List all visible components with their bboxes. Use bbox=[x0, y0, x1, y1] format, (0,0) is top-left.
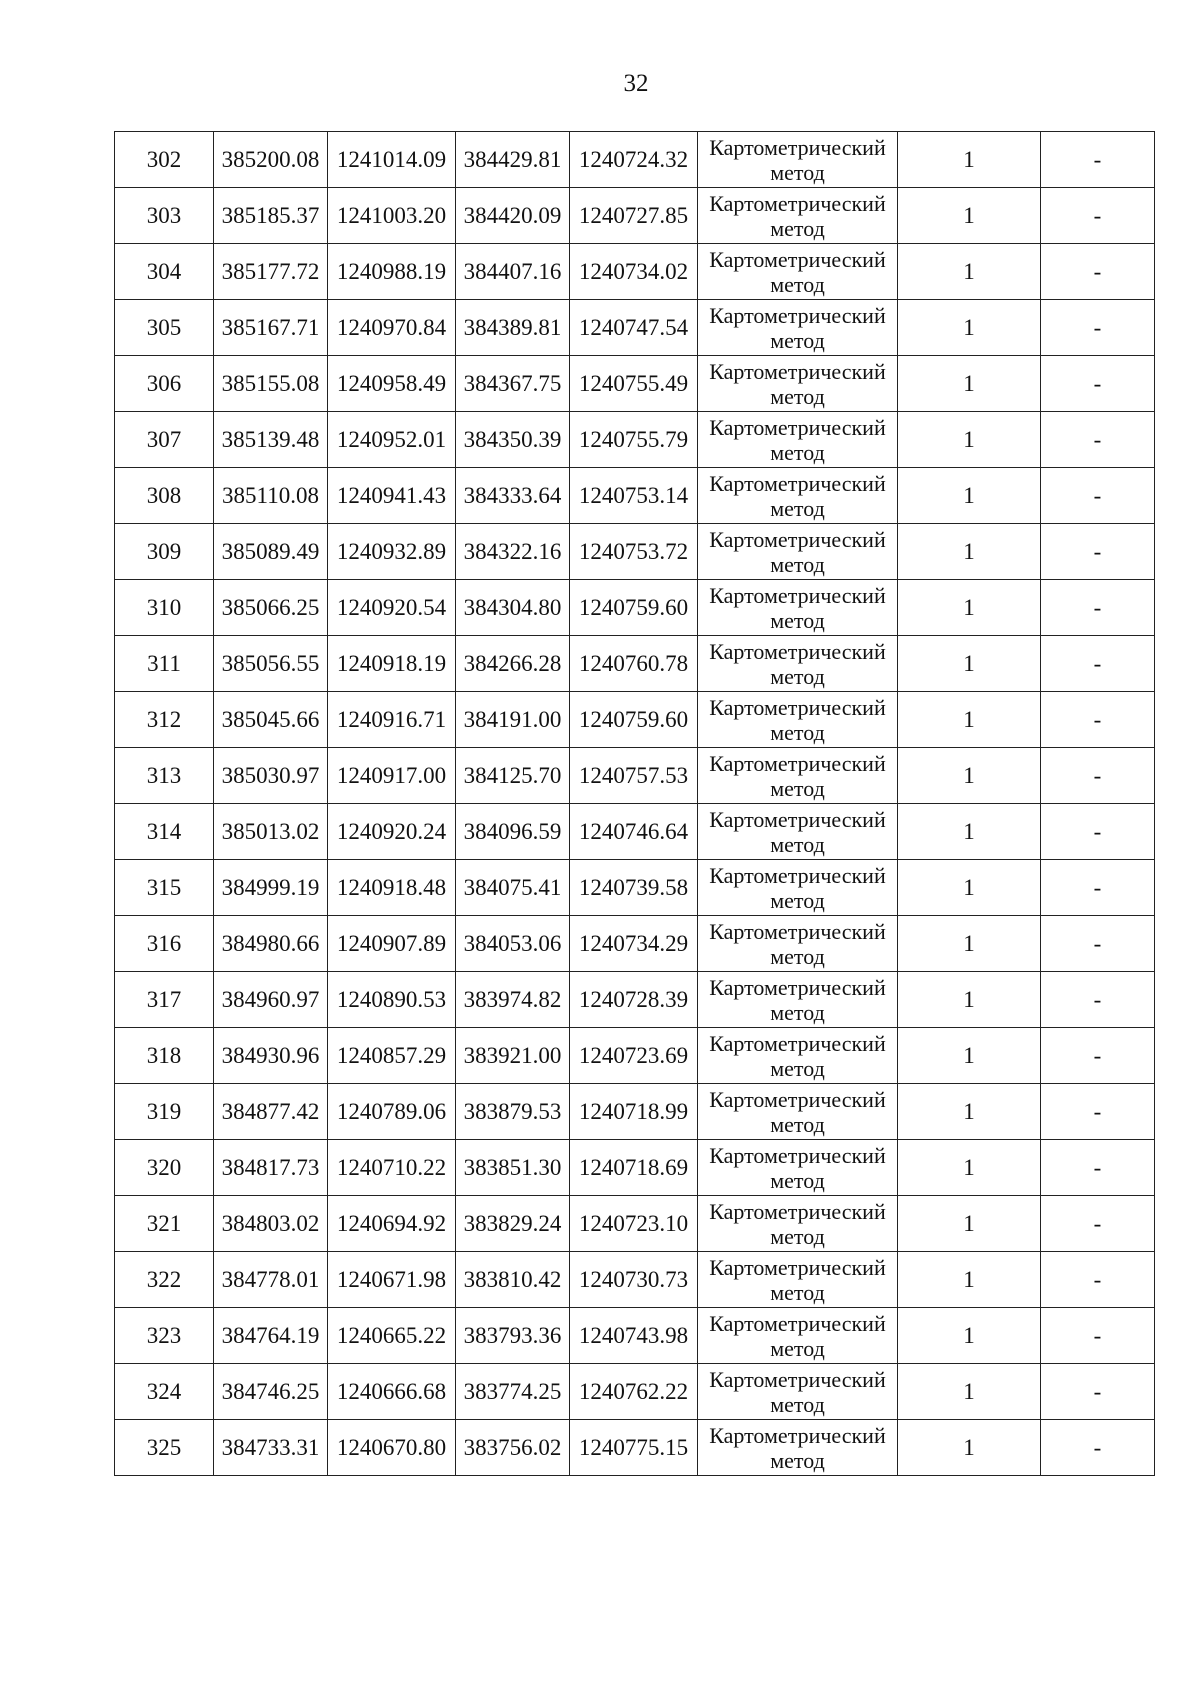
accuracy-cell: 1 bbox=[898, 244, 1041, 300]
point-number-cell: 303 bbox=[115, 188, 214, 244]
x-old-cell: 385013.02 bbox=[214, 804, 328, 860]
y-old-cell: 1240890.53 bbox=[328, 972, 456, 1028]
note-cell: - bbox=[1041, 636, 1155, 692]
x-new-cell: 383810.42 bbox=[456, 1252, 570, 1308]
point-number-cell: 309 bbox=[115, 524, 214, 580]
method-cell: Картометрический метод bbox=[698, 636, 898, 692]
accuracy-cell: 1 bbox=[898, 356, 1041, 412]
table-row bbox=[115, 1140, 1155, 1196]
accuracy-cell: 1 bbox=[898, 748, 1041, 804]
y-new-cell: 1240723.69 bbox=[570, 1028, 698, 1084]
x-new-cell: 384304.80 bbox=[456, 580, 570, 636]
x-new-cell: 383829.24 bbox=[456, 1196, 570, 1252]
note-cell: - bbox=[1041, 1252, 1155, 1308]
y-old-cell: 1240671.98 bbox=[328, 1252, 456, 1308]
point-number-cell: 316 bbox=[115, 916, 214, 972]
note-cell: - bbox=[1041, 356, 1155, 412]
y-new-cell: 1240753.72 bbox=[570, 524, 698, 580]
accuracy-cell: 1 bbox=[898, 580, 1041, 636]
y-new-cell: 1240762.22 bbox=[570, 1364, 698, 1420]
x-old-cell: 385167.71 bbox=[214, 300, 328, 356]
point-number-cell: 307 bbox=[115, 412, 214, 468]
y-new-cell: 1240743.98 bbox=[570, 1308, 698, 1364]
y-new-cell: 1240759.60 bbox=[570, 580, 698, 636]
method-cell: Картометрический метод bbox=[698, 1420, 898, 1476]
y-new-cell: 1240755.49 bbox=[570, 356, 698, 412]
y-old-cell: 1240710.22 bbox=[328, 1140, 456, 1196]
note-cell: - bbox=[1041, 748, 1155, 804]
x-old-cell: 385030.97 bbox=[214, 748, 328, 804]
point-number-cell: 317 bbox=[115, 972, 214, 1028]
y-old-cell: 1240988.19 bbox=[328, 244, 456, 300]
table-row bbox=[115, 524, 1155, 580]
table-row bbox=[115, 412, 1155, 468]
table-row bbox=[115, 244, 1155, 300]
x-old-cell: 385056.55 bbox=[214, 636, 328, 692]
table-row bbox=[115, 1252, 1155, 1308]
table-row bbox=[115, 860, 1155, 916]
note-cell: - bbox=[1041, 860, 1155, 916]
table-row bbox=[115, 1196, 1155, 1252]
y-new-cell: 1240723.10 bbox=[570, 1196, 698, 1252]
point-number-cell: 306 bbox=[115, 356, 214, 412]
x-old-cell: 384999.19 bbox=[214, 860, 328, 916]
table-row bbox=[115, 1028, 1155, 1084]
x-old-cell: 384930.96 bbox=[214, 1028, 328, 1084]
point-number-cell: 315 bbox=[115, 860, 214, 916]
note-cell: - bbox=[1041, 244, 1155, 300]
x-new-cell: 384420.09 bbox=[456, 188, 570, 244]
x-old-cell: 385089.49 bbox=[214, 524, 328, 580]
y-old-cell: 1240917.00 bbox=[328, 748, 456, 804]
note-cell: - bbox=[1041, 1028, 1155, 1084]
note-cell: - bbox=[1041, 1420, 1155, 1476]
table-row bbox=[115, 636, 1155, 692]
y-old-cell: 1240920.54 bbox=[328, 580, 456, 636]
method-cell: Картометрический метод bbox=[698, 1084, 898, 1140]
note-cell: - bbox=[1041, 580, 1155, 636]
y-old-cell: 1240907.89 bbox=[328, 916, 456, 972]
y-new-cell: 1240739.58 bbox=[570, 860, 698, 916]
note-cell: - bbox=[1041, 804, 1155, 860]
accuracy-cell: 1 bbox=[898, 692, 1041, 748]
accuracy-cell: 1 bbox=[898, 916, 1041, 972]
note-cell: - bbox=[1041, 972, 1155, 1028]
x-new-cell: 383793.36 bbox=[456, 1308, 570, 1364]
x-old-cell: 385066.25 bbox=[214, 580, 328, 636]
y-new-cell: 1240757.53 bbox=[570, 748, 698, 804]
y-new-cell: 1240727.85 bbox=[570, 188, 698, 244]
y-new-cell: 1240759.60 bbox=[570, 692, 698, 748]
x-new-cell: 383921.00 bbox=[456, 1028, 570, 1084]
table-row bbox=[115, 1364, 1155, 1420]
x-new-cell: 384191.00 bbox=[456, 692, 570, 748]
table-row bbox=[115, 300, 1155, 356]
y-old-cell: 1240857.29 bbox=[328, 1028, 456, 1084]
table-row bbox=[115, 356, 1155, 412]
y-new-cell: 1240734.02 bbox=[570, 244, 698, 300]
method-cell: Картометрический метод bbox=[698, 356, 898, 412]
table-body bbox=[115, 132, 1155, 1476]
accuracy-cell: 1 bbox=[898, 468, 1041, 524]
accuracy-cell: 1 bbox=[898, 300, 1041, 356]
x-new-cell: 383756.02 bbox=[456, 1420, 570, 1476]
point-number-cell: 321 bbox=[115, 1196, 214, 1252]
x-old-cell: 385110.08 bbox=[214, 468, 328, 524]
y-old-cell: 1240694.92 bbox=[328, 1196, 456, 1252]
x-old-cell: 384764.19 bbox=[214, 1308, 328, 1364]
x-old-cell: 384960.97 bbox=[214, 972, 328, 1028]
table-row bbox=[115, 188, 1155, 244]
x-old-cell: 385177.72 bbox=[214, 244, 328, 300]
x-old-cell: 384877.42 bbox=[214, 1084, 328, 1140]
x-old-cell: 384733.31 bbox=[214, 1420, 328, 1476]
y-new-cell: 1240724.32 bbox=[570, 132, 698, 188]
y-new-cell: 1240753.14 bbox=[570, 468, 698, 524]
y-old-cell: 1241003.20 bbox=[328, 188, 456, 244]
method-cell: Картометрический метод bbox=[698, 244, 898, 300]
table-row bbox=[115, 1084, 1155, 1140]
x-new-cell: 384075.41 bbox=[456, 860, 570, 916]
method-cell: Картометрический метод bbox=[698, 300, 898, 356]
y-old-cell: 1241014.09 bbox=[328, 132, 456, 188]
method-cell: Картометрический метод bbox=[698, 468, 898, 524]
accuracy-cell: 1 bbox=[898, 1252, 1041, 1308]
x-new-cell: 383974.82 bbox=[456, 972, 570, 1028]
accuracy-cell: 1 bbox=[898, 1084, 1041, 1140]
point-number-cell: 305 bbox=[115, 300, 214, 356]
x-new-cell: 384096.59 bbox=[456, 804, 570, 860]
page-number: 32 bbox=[623, 70, 649, 97]
x-new-cell: 383851.30 bbox=[456, 1140, 570, 1196]
method-cell: Картометрический метод bbox=[698, 524, 898, 580]
accuracy-cell: 1 bbox=[898, 1028, 1041, 1084]
method-cell: Картометрический метод bbox=[698, 188, 898, 244]
method-cell: Картометрический метод bbox=[698, 1364, 898, 1420]
table-row bbox=[115, 916, 1155, 972]
x-new-cell: 384367.75 bbox=[456, 356, 570, 412]
method-cell: Картометрический метод bbox=[698, 580, 898, 636]
x-old-cell: 384778.01 bbox=[214, 1252, 328, 1308]
method-cell: Картометрический метод bbox=[698, 1196, 898, 1252]
y-old-cell: 1240665.22 bbox=[328, 1308, 456, 1364]
y-new-cell: 1240718.69 bbox=[570, 1140, 698, 1196]
note-cell: - bbox=[1041, 1364, 1155, 1420]
y-new-cell: 1240747.54 bbox=[570, 300, 698, 356]
note-cell: - bbox=[1041, 412, 1155, 468]
accuracy-cell: 1 bbox=[898, 1308, 1041, 1364]
accuracy-cell: 1 bbox=[898, 1420, 1041, 1476]
table-row bbox=[115, 748, 1155, 804]
x-new-cell: 383774.25 bbox=[456, 1364, 570, 1420]
table-row bbox=[115, 1420, 1155, 1476]
x-old-cell: 385155.08 bbox=[214, 356, 328, 412]
x-new-cell: 384350.39 bbox=[456, 412, 570, 468]
accuracy-cell: 1 bbox=[898, 804, 1041, 860]
table-row bbox=[115, 1308, 1155, 1364]
x-old-cell: 384746.25 bbox=[214, 1364, 328, 1420]
x-new-cell: 384053.06 bbox=[456, 916, 570, 972]
accuracy-cell: 1 bbox=[898, 860, 1041, 916]
point-number-cell: 312 bbox=[115, 692, 214, 748]
y-new-cell: 1240730.73 bbox=[570, 1252, 698, 1308]
point-number-cell: 322 bbox=[115, 1252, 214, 1308]
point-number-cell: 325 bbox=[115, 1420, 214, 1476]
x-new-cell: 384333.64 bbox=[456, 468, 570, 524]
method-cell: Картометрический метод bbox=[698, 804, 898, 860]
accuracy-cell: 1 bbox=[898, 636, 1041, 692]
y-old-cell: 1240670.80 bbox=[328, 1420, 456, 1476]
point-number-cell: 319 bbox=[115, 1084, 214, 1140]
y-old-cell: 1240666.68 bbox=[328, 1364, 456, 1420]
method-cell: Картометрический метод bbox=[698, 916, 898, 972]
note-cell: - bbox=[1041, 1308, 1155, 1364]
note-cell: - bbox=[1041, 1084, 1155, 1140]
x-old-cell: 384803.02 bbox=[214, 1196, 328, 1252]
point-number-cell: 302 bbox=[115, 132, 214, 188]
table-row bbox=[115, 132, 1155, 188]
accuracy-cell: 1 bbox=[898, 188, 1041, 244]
coordinates-table bbox=[114, 131, 1155, 1476]
x-old-cell: 385045.66 bbox=[214, 692, 328, 748]
y-new-cell: 1240718.99 bbox=[570, 1084, 698, 1140]
y-old-cell: 1240958.49 bbox=[328, 356, 456, 412]
y-new-cell: 1240755.79 bbox=[570, 412, 698, 468]
accuracy-cell: 1 bbox=[898, 1364, 1041, 1420]
y-old-cell: 1240920.24 bbox=[328, 804, 456, 860]
method-cell: Картометрический метод bbox=[698, 1308, 898, 1364]
x-new-cell: 384429.81 bbox=[456, 132, 570, 188]
accuracy-cell: 1 bbox=[898, 1196, 1041, 1252]
accuracy-cell: 1 bbox=[898, 524, 1041, 580]
note-cell: - bbox=[1041, 188, 1155, 244]
note-cell: - bbox=[1041, 692, 1155, 748]
x-new-cell: 384266.28 bbox=[456, 636, 570, 692]
x-old-cell: 384817.73 bbox=[214, 1140, 328, 1196]
note-cell: - bbox=[1041, 468, 1155, 524]
method-cell: Картометрический метод bbox=[698, 1140, 898, 1196]
x-new-cell: 384322.16 bbox=[456, 524, 570, 580]
method-cell: Картометрический метод bbox=[698, 132, 898, 188]
point-number-cell: 318 bbox=[115, 1028, 214, 1084]
point-number-cell: 308 bbox=[115, 468, 214, 524]
point-number-cell: 310 bbox=[115, 580, 214, 636]
point-number-cell: 313 bbox=[115, 748, 214, 804]
y-new-cell: 1240746.64 bbox=[570, 804, 698, 860]
note-cell: - bbox=[1041, 1196, 1155, 1252]
x-new-cell: 384389.81 bbox=[456, 300, 570, 356]
point-number-cell: 314 bbox=[115, 804, 214, 860]
table-row bbox=[115, 804, 1155, 860]
note-cell: - bbox=[1041, 1140, 1155, 1196]
note-cell: - bbox=[1041, 916, 1155, 972]
y-new-cell: 1240775.15 bbox=[570, 1420, 698, 1476]
x-new-cell: 384407.16 bbox=[456, 244, 570, 300]
note-cell: - bbox=[1041, 524, 1155, 580]
y-old-cell: 1240952.01 bbox=[328, 412, 456, 468]
table-row bbox=[115, 468, 1155, 524]
note-cell: - bbox=[1041, 300, 1155, 356]
y-old-cell: 1240932.89 bbox=[328, 524, 456, 580]
accuracy-cell: 1 bbox=[898, 132, 1041, 188]
method-cell: Картометрический метод bbox=[698, 748, 898, 804]
x-old-cell: 385200.08 bbox=[214, 132, 328, 188]
point-number-cell: 323 bbox=[115, 1308, 214, 1364]
point-number-cell: 311 bbox=[115, 636, 214, 692]
y-new-cell: 1240734.29 bbox=[570, 916, 698, 972]
x-old-cell: 385139.48 bbox=[214, 412, 328, 468]
point-number-cell: 304 bbox=[115, 244, 214, 300]
method-cell: Картометрический метод bbox=[698, 972, 898, 1028]
table-row bbox=[115, 972, 1155, 1028]
y-old-cell: 1240918.48 bbox=[328, 860, 456, 916]
point-number-cell: 324 bbox=[115, 1364, 214, 1420]
x-old-cell: 384980.66 bbox=[214, 916, 328, 972]
method-cell: Картометрический метод bbox=[698, 412, 898, 468]
y-old-cell: 1240789.06 bbox=[328, 1084, 456, 1140]
method-cell: Картометрический метод bbox=[698, 860, 898, 916]
method-cell: Картометрический метод bbox=[698, 692, 898, 748]
y-old-cell: 1240970.84 bbox=[328, 300, 456, 356]
y-old-cell: 1240918.19 bbox=[328, 636, 456, 692]
y-old-cell: 1240916.71 bbox=[328, 692, 456, 748]
table-row bbox=[115, 692, 1155, 748]
point-number-cell: 320 bbox=[115, 1140, 214, 1196]
y-new-cell: 1240760.78 bbox=[570, 636, 698, 692]
method-cell: Картометрический метод bbox=[698, 1028, 898, 1084]
x-new-cell: 384125.70 bbox=[456, 748, 570, 804]
y-old-cell: 1240941.43 bbox=[328, 468, 456, 524]
note-cell: - bbox=[1041, 132, 1155, 188]
accuracy-cell: 1 bbox=[898, 412, 1041, 468]
accuracy-cell: 1 bbox=[898, 1140, 1041, 1196]
x-new-cell: 383879.53 bbox=[456, 1084, 570, 1140]
y-new-cell: 1240728.39 bbox=[570, 972, 698, 1028]
accuracy-cell: 1 bbox=[898, 972, 1041, 1028]
x-old-cell: 385185.37 bbox=[214, 188, 328, 244]
method-cell: Картометрический метод bbox=[698, 1252, 898, 1308]
table-row bbox=[115, 580, 1155, 636]
